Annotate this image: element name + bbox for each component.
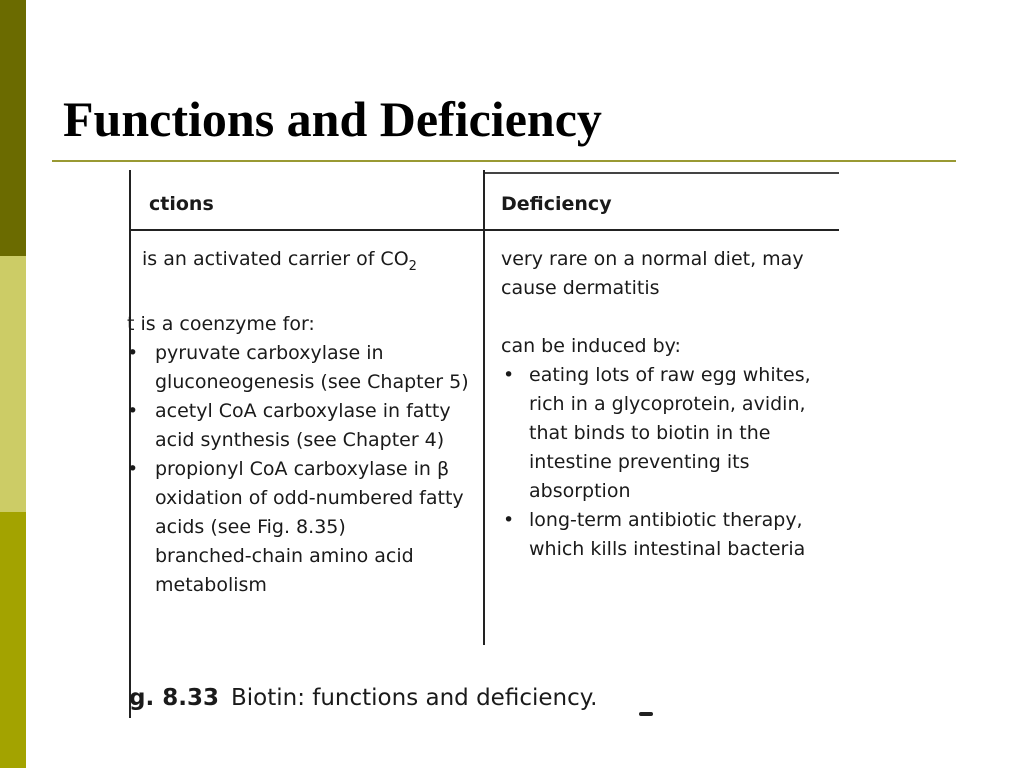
functions-column [127, 245, 477, 600]
bullet-mark: • [127, 400, 139, 422]
functions-header: ctions [149, 193, 214, 215]
list-item: • propionyl CoA carboxylase in β oxidation of odd-numbered fatty acids (see Fig. 8.35) [127, 455, 477, 542]
scanned-figure [127, 170, 843, 720]
table-top-rule [483, 172, 839, 174]
deficiency-column [501, 245, 836, 564]
co2-subscript: 2 [408, 259, 417, 274]
caption-text: Biotin: functions and deficiency. [230, 685, 598, 711]
side-accent-middle [0, 256, 26, 512]
coenzyme-intro: t is a coenzyme for: [127, 313, 315, 335]
carrier-text: is an activated carrier of CO [142, 248, 409, 270]
slide-title: Functions and Deficiency [63, 91, 602, 147]
figure-caption [129, 681, 597, 715]
deficiency-header: Deficiency [501, 193, 612, 215]
functions-list [127, 339, 477, 600]
title-underline [52, 160, 956, 162]
rare-statement: very rare on a normal diet, may cause dermatitis [501, 248, 804, 299]
side-accent-top [0, 0, 26, 256]
bullet-mark: • [127, 342, 139, 364]
list-item: • eating lots of raw egg whites, rich in a glycoprotein, avidin, that binds to biotin in the intestine preventing its absorption [501, 361, 836, 506]
carrier-statement [127, 245, 477, 281]
bullet-mark: • [503, 364, 515, 386]
bullet-mark: • [127, 458, 139, 480]
list-item: • pyruvate carboxylase in gluconeogenesis (see Chapter 5) [127, 339, 477, 397]
figure-number: g. 8.33 [129, 685, 219, 711]
table-header-rule [131, 229, 839, 231]
deficiency-list [501, 361, 836, 564]
column-divider [483, 170, 485, 645]
bullet-mark: • [503, 509, 515, 531]
list-item: • long-term antibiotic therapy, which kills intestinal bacteria [501, 506, 836, 564]
scan-smudge [639, 712, 653, 716]
list-item: • acetyl CoA carboxylase in fatty acid synthesis (see Chapter 4) [127, 397, 477, 455]
side-accent-bottom [0, 512, 26, 768]
induced-intro: can be induced by: [501, 335, 681, 357]
list-item: branched-chain amino acid metabolism [155, 545, 414, 596]
